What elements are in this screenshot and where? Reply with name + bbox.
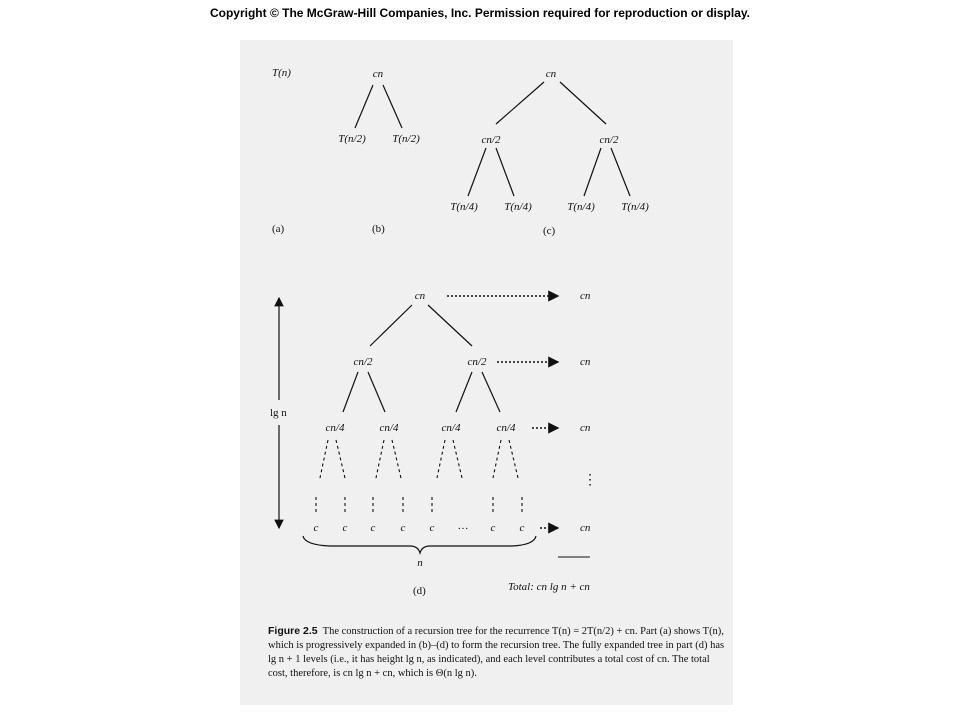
b-label: (b) [372, 223, 385, 235]
edge [482, 372, 500, 412]
copyright-notice: Copyright © The McGraw-Hill Companies, Inc. Permission required for reproduction or display. [209, 6, 751, 20]
edge [496, 82, 544, 124]
height-label: lg n [270, 407, 287, 419]
edge [560, 82, 606, 124]
c-label: (c) [543, 225, 556, 237]
d-root: cn [414, 290, 426, 302]
width-label: n [417, 557, 423, 569]
d-level1-node: cn/2 [353, 356, 373, 368]
d-leaf: c [400, 522, 406, 534]
b-root: cn [372, 68, 384, 80]
d-leaf: c [490, 522, 496, 534]
d-level2-node: cn/4 [496, 422, 516, 434]
edge [343, 372, 358, 412]
c-leaf: T(n/4) [621, 201, 649, 213]
edge [584, 148, 601, 196]
d-level2-node: cn/4 [379, 422, 399, 434]
a-label: (a) [272, 223, 285, 235]
b-right: T(n/2) [392, 133, 420, 145]
d-level1-node: cn/2 [467, 356, 487, 368]
c-leaf: T(n/4) [504, 201, 532, 213]
b-left: T(n/2) [338, 133, 366, 145]
d-leaf-ellipsis: … [457, 520, 469, 532]
c-leaf: T(n/4) [450, 201, 478, 213]
d-leaf: c [342, 522, 348, 534]
edge [355, 85, 373, 128]
d-leaf: c [313, 522, 319, 534]
edge [370, 305, 412, 346]
caption-text: The construction of a recursion tree for the recurrence T(n) = 2T(n/2) + cn. Part (a) shows T(n), which is progressively expanded in (b)–(d) to form the recursion tree. The fully expanded tree in part (d) has lg n + 1 levels (i.e., it has height lg n, as indicated), and each level contributes a total cost of cn. The total cost, therefore, is cn lg n + cn, which is Θ(n lg n). [268, 626, 725, 679]
edge [496, 148, 514, 196]
d-level2-node: cn/4 [441, 422, 461, 434]
d-leaf: c [519, 522, 525, 534]
a-node: T(n) [272, 67, 291, 79]
total-cost: Total: cn lg n + cn [508, 581, 590, 593]
d-leaf: c [370, 522, 376, 534]
leaves-brace [303, 536, 536, 553]
figure-caption [268, 624, 728, 681]
c-root: cn [545, 68, 557, 80]
edge [456, 372, 472, 412]
d-leaf: c [429, 522, 435, 534]
edge [611, 148, 630, 196]
edge [468, 148, 486, 196]
tree-b [355, 85, 402, 128]
edge [428, 305, 472, 346]
c-leaf: T(n/4) [567, 201, 595, 213]
c-mid-right: cn/2 [599, 134, 619, 146]
level-cost: cn [580, 290, 591, 302]
level-cost: cn [580, 522, 591, 534]
level-cost-ellipsis: ⋮ [583, 473, 597, 488]
cost-arrows [447, 296, 558, 528]
d-level2-node: cn/4 [325, 422, 345, 434]
edge [383, 85, 402, 128]
caption-heading: Figure 2.5 [268, 625, 318, 637]
edge [368, 372, 385, 412]
level-cost: cn [580, 356, 591, 368]
c-mid-left: cn/2 [481, 134, 501, 146]
tree-d-dashed [316, 440, 522, 515]
d-label: (d) [413, 585, 426, 597]
level-cost: cn [580, 422, 591, 434]
